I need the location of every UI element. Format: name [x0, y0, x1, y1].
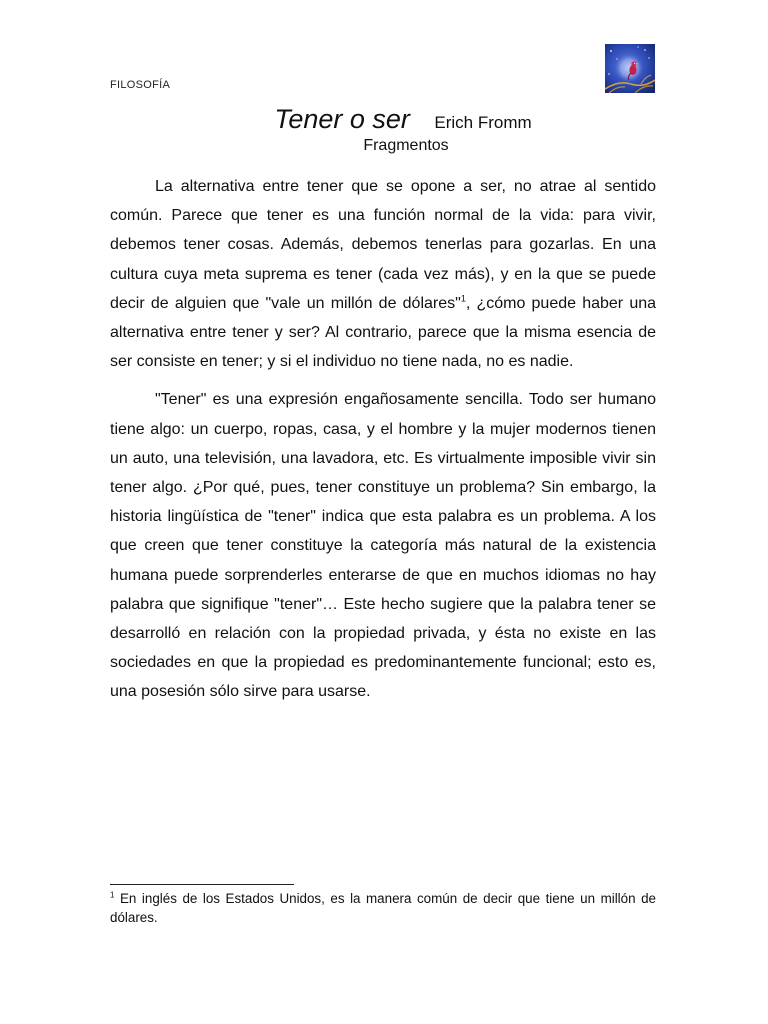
subject-label: FILOSOFÍA — [110, 79, 171, 91]
footnote-text: En inglés de los Estados Unidos, es la manera común de decir que tiene un millón de dólares. — [110, 891, 656, 925]
footnote-reference: 1 — [460, 293, 466, 304]
document-title: Tener o ser — [274, 104, 410, 134]
body-text — [110, 172, 656, 707]
night-sky-bird-logo-icon — [605, 44, 655, 93]
document-subtitle: Fragmentos — [363, 137, 449, 154]
paragraph-1 — [110, 172, 656, 376]
footnote — [110, 889, 656, 927]
footnote-separator — [110, 884, 294, 885]
footnote-marker: 1 — [110, 890, 115, 900]
paragraph-2: "Tener" es una expresión engañosamente sencilla. Todo ser humano tiene algo: un cuerpo, ropas, casa, y el hombre y la mujer modernos tienen un auto, una televisión, una lavadora, etc. Es virtualmente imposible vivir sin tener algo. ¿Por qué, pues, tener constituye un problema? Sin embargo, la historia lingüística de "tener" indica que esta palabra es un problema. A los que creen que tener constituye la categoría más natural de la existencia humana puede sorprenderles enterarse de que en muchos idiomas no hay palabra que signifique "tener"… Este hecho sugiere que la palabra tener se desarrolló en relación con la propiedad privada, y ésta no existe en las sociedades en que la propiedad es predominantemente funcional; esto es, una posesión sólo sirve para usarse. — [110, 391, 656, 701]
paragraph-1-text: La alternativa entre tener que se opone a ser, no atrae al sentido común. Parece que tener es una función normal de la vida: para vivir, debemos tener cosas. Además, debemos tenerlas para gozarlas. En una cultura cuya meta suprema es tener (cada vez más), y en la que se puede decir de alguien que "vale un millón de dólares" — [110, 178, 656, 312]
paragraph-1-text-continued: , ¿cómo puede haber una alternativa entre tener y ser? Al contrario, parece que la misma esencia de ser consiste en tener; y si el individuo no tiene nada, no es nadie. — [110, 294, 657, 371]
author-name: Erich Fromm — [434, 113, 532, 132]
title-line — [0, 104, 768, 135]
